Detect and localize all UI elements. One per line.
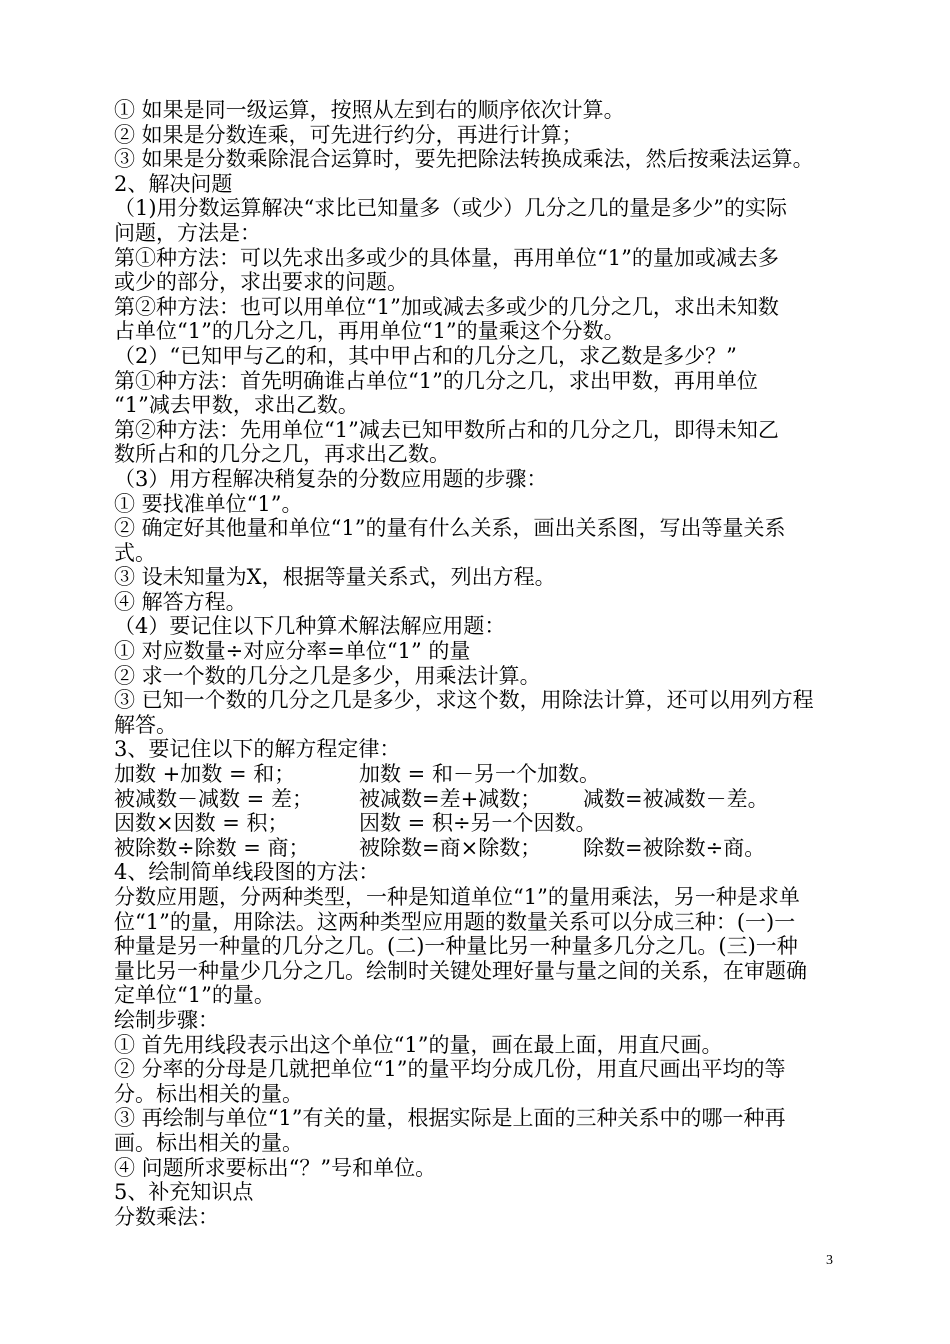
text-line: ① 要找准单位“1”。 <box>114 491 303 516</box>
rule-cell: 被减数=差+减数； <box>359 786 542 811</box>
rule-cell: 被除数÷除数 = 商； <box>114 835 310 860</box>
text-line: 定单位“1”的量。 <box>114 983 275 1008</box>
text-line: ③ 已知一个数的几分之几是多少，求这个数，用除法计算，还可以用列方程 <box>114 688 814 713</box>
text-line: ① 如果是同一级运算，按照从左到右的顺序依次计算。 <box>114 98 625 122</box>
rule-cell: 除数=被除数÷商。 <box>583 835 766 860</box>
text-line: ① 首先用线段表示出这个单位“1”的量，画在最上面，用直尺画。 <box>114 1032 723 1057</box>
text-line: 分。标出相关的量。 <box>114 1081 303 1106</box>
text-line: 画。标出相关的量。 <box>114 1130 303 1155</box>
text-line: ④ 问题所求要标出“？”号和单位。 <box>114 1155 437 1180</box>
rule-row <box>114 762 844 787</box>
text-line: 5、补充知识点 <box>114 1180 254 1205</box>
text-line: “1”减去甲数，求出乙数。 <box>114 393 359 418</box>
rule-cell: 减数=被减数－差。 <box>583 786 769 811</box>
text-body <box>114 98 844 1229</box>
text-line: 第②种方法：也可以用单位“1”加或减去多或少的几分之几，求出未知数 <box>114 294 779 319</box>
rule-cell: 加数 +加数 = 和； <box>114 762 296 787</box>
text-line: 分数应用题，分两种类型，一种是知道单位“1”的量用乘法，另一种是求单 <box>114 885 800 909</box>
text-line: 第②种方法：先用单位“1”减去已知甲数所占和的几分之几，即得未知乙 <box>114 417 779 442</box>
text-line: ② 确定好其他量和单位“1”的量有什么关系，画出关系图，写出等量关系 <box>114 516 786 541</box>
text-line: ④ 解答方程。 <box>114 589 247 614</box>
rule-row <box>114 836 844 861</box>
page-number: 3 <box>826 1253 833 1268</box>
text-line: 第①种方法：可以先求出多或少的具体量，再用单位“1”的量加或减去多 <box>114 245 779 270</box>
rule-cell: 因数×因数 = 积； <box>114 811 289 836</box>
text-line: 分数乘法： <box>114 1204 219 1229</box>
text-line: ① 对应数量÷对应分率=单位“1” 的量 <box>114 639 471 664</box>
text-line: 或少的部分，求出要求的问题。 <box>114 270 408 295</box>
rule-cell: 被减数－减数 = 差； <box>114 786 313 811</box>
rule-cell: 因数 = 积÷另一个因数。 <box>359 811 597 836</box>
text-line: （2）“已知甲与乙的和，其中甲占和的几分之几，求乙数是多少？” <box>114 343 737 368</box>
text-line: 绘制步骤： <box>114 1007 219 1032</box>
rule-row <box>114 811 844 836</box>
text-line: （3）用方程解决稍复杂的分数应用题的步骤： <box>114 466 548 491</box>
text-line: ③ 设未知量为X，根据等量关系式，列出方程。 <box>114 565 556 590</box>
text-line: 解答。 <box>114 712 177 737</box>
text-line: 3、要记住以下的解方程定律： <box>114 737 401 762</box>
equation-rules-table <box>114 762 844 860</box>
text-line: ② 分率的分母是几就把单位“1”的量平均分成几份，用直尺画出平均的等 <box>114 1057 786 1082</box>
text-line: 式。 <box>114 540 156 565</box>
text-line: （1)用分数运算解决“求比已知量多（或少）几分之几的量是多少”的实际 <box>114 196 788 221</box>
rule-cell: 被除数=商×除数； <box>359 835 542 860</box>
text-line: 2、解决问题 <box>114 171 233 196</box>
text-line: 量比另一种量少几分之几。绘制时关键处理好量与量之间的关系，在审题确 <box>114 958 807 983</box>
rule-cell: 加数 = 和－另一个加数。 <box>359 762 600 787</box>
text-line: 种量是另一种量的几分之几。(二)一种量比另一种量多几分之几。(三)一种 <box>114 934 798 959</box>
text-line: 占单位“1”的几分之几，再用单位“1”的量乘这个分数。 <box>114 319 625 344</box>
text-line: 位“1”的量，用除法。这两种类型应用题的数量关系可以分成三种：(一)一 <box>114 909 796 934</box>
paragraph-block-b <box>114 860 844 1229</box>
text-line: 4、绘制简单线段图的方法： <box>114 860 380 885</box>
rule-row <box>114 787 844 812</box>
text-line: 问题，方法是： <box>114 220 261 245</box>
text-line: ② 如果是分数连乘，可先进行约分，再进行计算； <box>114 122 583 147</box>
text-line: 第①种方法：首先明确谁占单位“1”的几分之几，求出甲数，再用单位 <box>114 368 758 393</box>
text-line: ③ 如果是分数乘除混合运算时，要先把除法转换成乘法，然后按乘法运算。 <box>114 147 814 172</box>
text-line: （4）要记住以下几种算术解法解应用题： <box>114 614 506 639</box>
text-line: ③ 再绘制与单位“1”有关的量，根据实际是上面的三种关系中的哪一种再 <box>114 1106 786 1131</box>
rule-cell <box>583 811 844 836</box>
rule-cell <box>583 762 844 787</box>
text-line: 数所占和的几分之几，再求出乙数。 <box>114 442 450 467</box>
text-line: ② 求一个数的几分之几是多少，用乘法计算。 <box>114 663 541 688</box>
paragraph-block-a <box>114 98 844 762</box>
